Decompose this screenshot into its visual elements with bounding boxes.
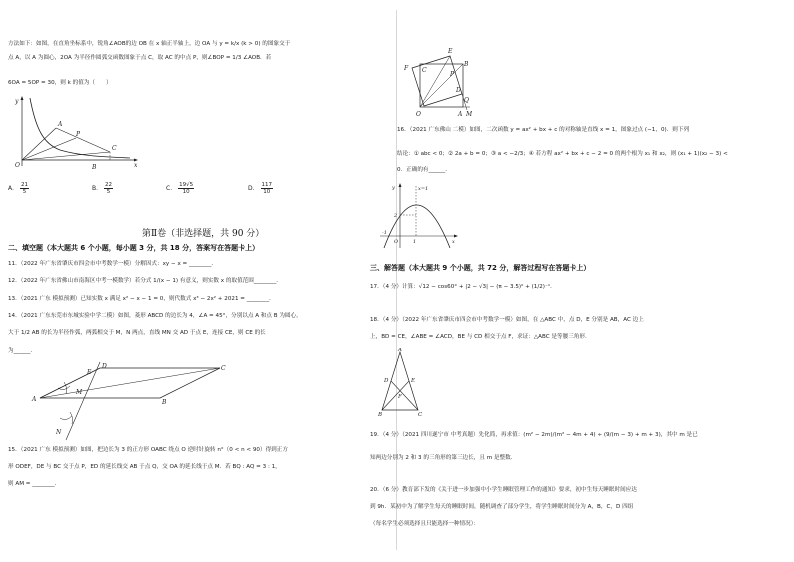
part2-title: 第Ⅱ卷（非选择题，共 90 分） [142, 229, 265, 239]
label-b: B [464, 61, 469, 68]
segment-ac [56, 128, 110, 152]
option-d[interactable]: D． $\frac{117}{10}$ [248, 182, 273, 195]
label-x: x [452, 239, 455, 245]
label-m: M [466, 111, 472, 118]
label-o: O [394, 239, 399, 245]
label-1: 1 [413, 239, 417, 245]
figure-hyperbola [10, 94, 140, 174]
label-a: A [398, 348, 402, 353]
segment-ce [40, 368, 220, 398]
label-c: C [221, 365, 226, 372]
section2-title: 二、填空题（本大题共 6 个小题，每小题 3 分，共 18 分，答案写在答题卡上） [8, 244, 260, 252]
label-d: D [384, 378, 389, 384]
q10-line-1: 方法如下：如图，在直角坐标系中，锐角∠AOB的边 OB 在 x 轴正半轴上，边 OA 与 y = k/x (k > 0) 的图象交于 [8, 41, 291, 47]
q15-line-2: 形 ODEF，DE 与 BC 交于点 P，ED 的延长线交 AB 于点 Q，交 OA 的延长线于点 M．若 BQ : AQ = 3 : 1， [8, 464, 281, 470]
q14-line-1: 14．（2021 广东东莞市东城实验中学二模）如图，菱形 ABCD 的边长为 4，∠A = 45°，分别以点 A 和点 B 为圆心， [8, 313, 302, 319]
figure-parabola [378, 182, 460, 250]
q10-line-2: 点 A，以 A 为圆心，2OA 为半径作圆弧交函数图象于点 C，取 AC 的中点 P，则∠BOP = 1/3 ∠AOB．若 [8, 55, 272, 61]
q18-line-2: 上，BD = CE，∠ABE = ∠ACD，BE 与 CD 相交于点 F，求证：△ABC 是等腰三角形. [370, 334, 587, 340]
line-mn [66, 362, 100, 440]
label-neg1: -1 [382, 230, 387, 236]
q16-line-2: 结论：① abc < 0；② 2a + b = 0；③ a < −2/3；④ 若方程 ax² + bx + c − 2 = 0 的两个根为 x₁ 和 x₂，则 (x₁ + 1)(x₂ − 3) < [397, 151, 728, 157]
label-q: Q [464, 97, 469, 104]
q19-line-2: 知两边分别为 2 和 3 的三角形的第三边长，且 m 是整数. [370, 455, 513, 461]
option-c[interactable]: C． $\frac{19√5}{10}$ [166, 182, 194, 195]
label-c: C [422, 67, 427, 74]
label-b: B [162, 399, 167, 406]
label-a: A [32, 396, 37, 403]
label-a: A [458, 111, 463, 118]
q18-line-1: 18．（4 分）（2022 年广东省肇庆市四会市中考数学一模）如图，在 △ABC 中，点 D，E 分别是 AB，AC 边上 [370, 317, 644, 323]
q15-line-1: 15．（2021 广东 模拟预测）如图，把边长为 3 的正方形 OABC 绕点 O 逆时针旋转 n°（0 < n < 90）得到正方 [8, 447, 288, 453]
label-b: B [378, 412, 383, 418]
label-x: x [134, 162, 138, 169]
square-odef [412, 56, 462, 106]
label-d: D [456, 87, 461, 94]
label-b: B [92, 164, 97, 171]
label-f: F [398, 394, 402, 400]
label-p: P [450, 71, 455, 78]
q14-line-3: 为______. [8, 348, 33, 354]
segment-be [382, 381, 409, 410]
q20-line-3: （每名学生必须选择且只能选择一种情况）： [370, 521, 480, 527]
q11: 11．（2022 年广东省肇庆市四会市中考数学一模）分解因式：xy − x = ________． [8, 261, 217, 267]
q14-line-2: 大于 1/2 AB 的长为半径作弧，两弧相交于 M，N 两点，直线 MN 交 AD 于点 E，连接 CE，则 CE 的长 [8, 330, 266, 336]
q16-line-3: 0．正确的有______． [397, 167, 451, 173]
label-2: 2 [394, 213, 398, 219]
q20-line-1: 20．（6 分）教育部下发的《关于进一步加强中小学生睡眠管理工作的通知》要求，初中生每天睡眠时间应达 [370, 487, 637, 493]
label-y: y [15, 98, 19, 105]
option-b[interactable]: B． $\frac{22}{5}$ [92, 182, 113, 195]
label-e: E [411, 378, 416, 384]
label-d: D [102, 363, 107, 370]
label-n: N [56, 429, 62, 436]
label-e: E [448, 48, 453, 55]
label-p: P [76, 131, 81, 138]
label-o: O [15, 162, 20, 169]
figure-triangle [378, 348, 428, 418]
figure-rhombus [30, 360, 230, 442]
segment-op [22, 138, 76, 160]
q16-line-1: 16．（2021 广东佛山 二模）如图，二次函数 y = ax² + bx + c 的对称轴是直线 x = 1，图象过点 (−1，0)．则下列 [397, 127, 690, 133]
q15-line-3: 则 AM = ________． [8, 481, 61, 487]
option-a[interactable]: A． $\frac{21}{5}$ [8, 182, 29, 195]
segment-oa [22, 128, 56, 160]
figure-rotated-squares [382, 42, 472, 120]
q12: 12．（2022 年广东省佛山市南海区中考一模数学）若分式 1/(x − 1) 有意义，则实数 x 的取值范围________． [8, 278, 282, 284]
label-f: F [404, 65, 409, 72]
label-c: C [418, 412, 423, 418]
label-a: A [58, 121, 63, 128]
label-c: C [112, 145, 117, 152]
label-m: M [76, 389, 83, 396]
label-y: y [392, 185, 395, 191]
label-e: E [87, 369, 92, 376]
segment-cd [391, 381, 418, 410]
q20-line-2: 到 9h．某初中为了解学生每天的睡眠时间，随机调查了部分学生，将学生睡眠时间分为 A，B，C，D 四组 [370, 504, 634, 510]
q19-line-1: 19．（4 分）（2021 四川遂宁市 中考真题）先化简，再求值：(m² − 2m)/(m² − 4m + 4) ÷ (9/(m − 3) + m + 3)，其中 m 是已 [370, 432, 698, 438]
q13: 13．（2021 广东 模拟预测）已知实数 x 满足 x² − x − 1 = 0，则代数式 x³ − 2x² + 2021 = ________． [8, 296, 275, 302]
q10-line-3: 6OA = 5OP = 30，则 k 的值为（ ） [8, 80, 112, 86]
label-o: O [416, 111, 421, 118]
q17: 17．（4 分）计算：√12 − cos60° + |2 − √3| − (π − 3.5)⁰ + (1/2)⁻¹． [370, 284, 556, 290]
right-column [370, 0, 794, 562]
label-axis: x=1 [418, 186, 429, 192]
section3-title: 三、解答题（本大题共 9 个小题，共 72 分，解答过程写在答题卡上） [370, 264, 591, 272]
